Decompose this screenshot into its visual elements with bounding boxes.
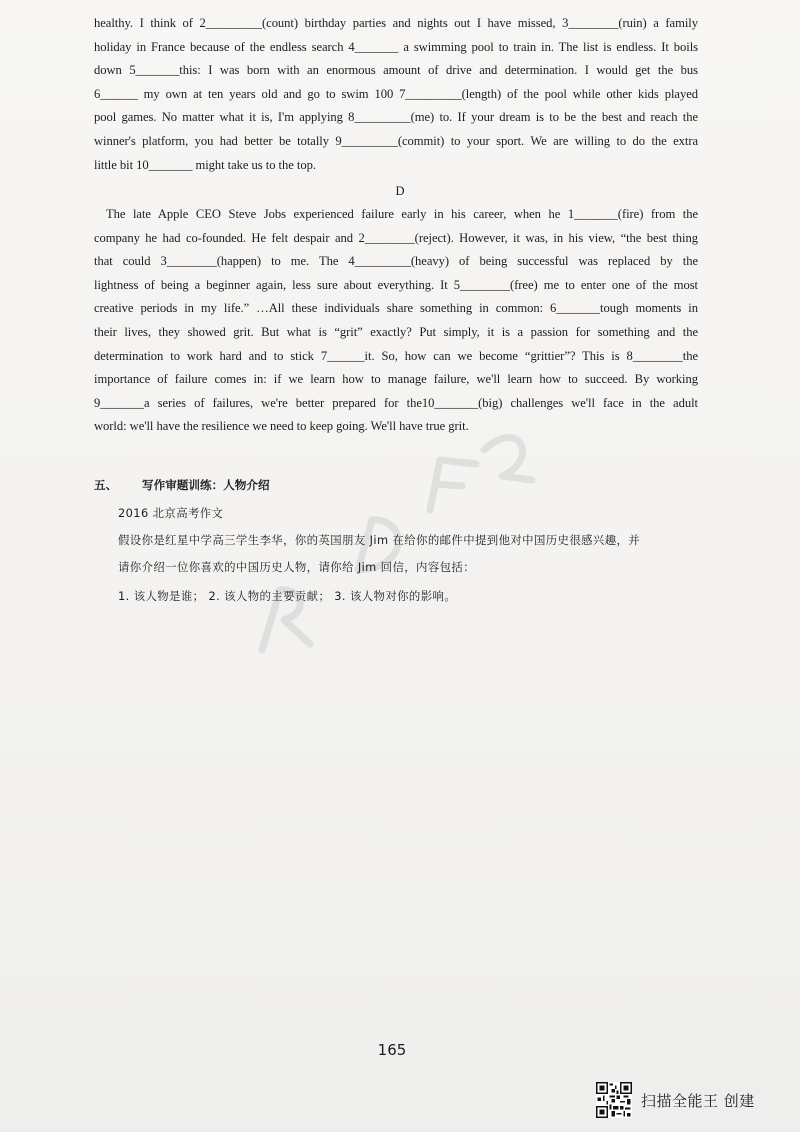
passage-d-line: their lives, they showed grit. But what is “grit” exactly? Put simply, it is a passion for something and the	[94, 324, 698, 339]
essay-source: 2016 北京高考作文	[118, 506, 224, 520]
passage-c-line: 6______ my own at ten years old and go to swim 100 7_________(length) of the pool while other kids played	[94, 86, 698, 101]
passage-d-line: lightness of being a beginner again, less sure about everything. It 5________(free) me to enter one of the most	[94, 277, 698, 292]
section-5-heading	[94, 475, 714, 495]
passage-d-line: 9_______a series of failures, we're better prepared for the10_______(big) challenges we'll face in the adult	[94, 395, 698, 410]
essay-requirements: 1. 该人物是谁； 2. 该人物的主要贡献； 3. 该人物对你的影响。	[118, 589, 457, 603]
essay-prompt-line: 请你介绍一位你喜欢的中国历史人物，请你给 Jim 回信，内容包括：	[118, 560, 476, 574]
passage-d-line: that could 3________(happen) to me. The 4_________(heavy) of being successful was replaced by the	[94, 254, 698, 269]
passage-c-line: healthy. I think of 2_________(count) birthday parties and nights out I have missed, 3________(ruin) a family	[94, 16, 698, 30]
essay-prompt-line: 假设你是红星中学高三学生李华，你的英国朋友 Jim 在给你的邮件中提到他对中国历史很感兴趣，并	[118, 533, 641, 547]
scanner-badge	[596, 1082, 796, 1118]
passage-c-line: little bit 10_______ might take us to the top.	[94, 157, 316, 172]
section-5-title: 写作审题训练：人物介绍	[142, 478, 270, 492]
passage-c-line: winner's platform, you had better be totally 9_________(commit) to your sport. We are willing to do the extra	[94, 133, 698, 148]
passage-d-line: determination to work hard and to stick 7______it. So, how can we become “grittier”? This is 8________the	[94, 348, 698, 363]
section-d-heading: D	[395, 184, 405, 198]
passage-d-line: company he had co-founded. He felt despair and 2________(reject). However, it was, in his view, “the best thing	[94, 230, 698, 245]
passage-c-line: down 5_______this: I was born with an enormous amount of drive and determination. I would get the bus	[94, 63, 698, 78]
passage-d	[94, 203, 698, 439]
passage-d-line: world: we'll have the resilience we need to keep going. We'll have true grit.	[94, 419, 469, 434]
passage-d-line: creative periods in my life.” …All these individuals share something in common: 6_______tough moments in	[94, 301, 698, 316]
passage-d-line: The late Apple CEO Steve Jobs experienced failure early in his career, when he 1_______(fire) from the	[106, 207, 698, 221]
passage-c-line: holiday in France because of the endless search 4_______ a swimming pool to train in. The list is endless. It boils	[94, 39, 698, 54]
passage-c-tail	[94, 12, 698, 177]
scanner-label: 扫描全能王 创建	[641, 1091, 755, 1110]
passage-c-line: pool games. No matter what it is, I'm applying 8_________(me) to. If your dream is to be the best and reach the	[94, 110, 698, 125]
section-5-number: 五、	[94, 478, 118, 492]
passage-d-line: importance of failure comes in: if we learn how to manage failure, we'll learn how to succeed. By working	[94, 372, 698, 387]
qr-code-icon	[596, 1082, 632, 1118]
page-number: 165	[377, 1041, 407, 1059]
